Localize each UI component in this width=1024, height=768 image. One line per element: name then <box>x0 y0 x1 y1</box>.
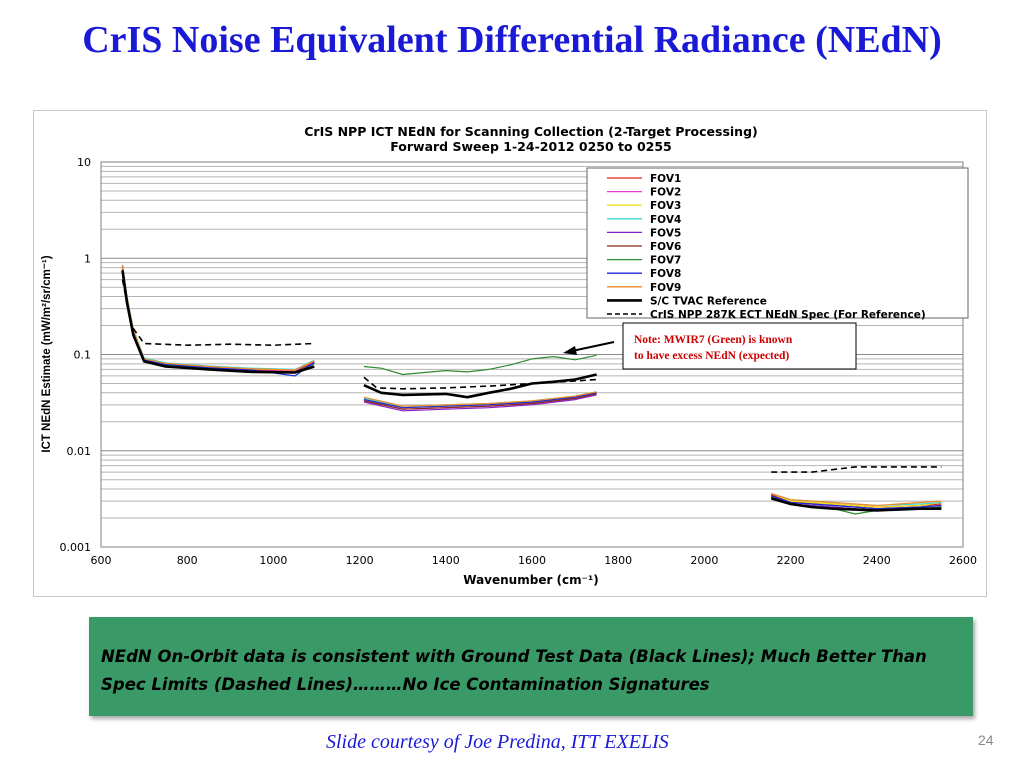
annotation-line2: to have excess NEdN (expected) <box>634 350 790 362</box>
annotation-arrowhead <box>563 346 577 355</box>
series-line-fov6-lwir <box>123 268 315 372</box>
series-line-cris-npp-287k-ect-nedn-spec-for-reference--lwir <box>123 280 315 346</box>
annotation-box <box>623 323 856 369</box>
x-tick-label: 2400 <box>862 554 891 567</box>
legend-label: FOV1 <box>650 173 682 185</box>
x-tick-label: 1600 <box>518 554 546 567</box>
y-tick-label: 1 <box>84 252 91 266</box>
x-tick-label: 1000 <box>259 554 288 567</box>
x-axis-label: Wavenumber (cm⁻¹) <box>463 573 599 587</box>
series-line-s-c-tvac-reference-lwir <box>123 270 315 372</box>
x-tick-label: 600 <box>90 554 112 567</box>
annotation-line1: Note: MWIR7 (Green) is known <box>634 334 793 346</box>
series-line-cris-npp-287k-ect-nedn-spec-for-reference--swir <box>771 467 941 472</box>
y-tick-label: 0.1 <box>73 348 91 362</box>
y-tick-label: 0.001 <box>59 541 91 554</box>
legend <box>587 168 968 321</box>
callout-line-1: NEdN On-Orbit data is consistent with Ground Test Data (Black Lines); Much Better Than <box>101 647 927 666</box>
legend-label: S/C TVAC Reference <box>650 295 767 308</box>
annotation-arrow <box>572 342 614 351</box>
chart-frame <box>33 110 987 597</box>
x-tick-label: 1200 <box>345 554 374 567</box>
y-axis-label: ICT NEdN Estimate (mW/m²/sr/cm⁻¹) <box>41 255 53 453</box>
slide-credit: Slide courtesy of Joe Predina, ITT EXELIS <box>326 731 669 753</box>
x-tick-label: 800 <box>176 554 198 567</box>
y-tick-label: 10 <box>77 156 91 169</box>
x-tick-label: 2000 <box>690 554 719 567</box>
x-tick-label: 2200 <box>776 554 805 567</box>
series-line-fov2-lwir <box>123 268 315 372</box>
chart-subtitle: Forward Sweep 1-24-2012 0250 to 0255 <box>390 139 672 154</box>
legend-label: FOV5 <box>650 227 682 240</box>
legend-label: FOV6 <box>650 241 682 253</box>
series-line-fov7-mwir <box>364 355 597 374</box>
x-tick-label: 1400 <box>431 554 460 567</box>
y-tick-label: 0.01 <box>66 444 91 458</box>
nedn-chart <box>34 111 988 598</box>
legend-label: CrIS NPP 287K ECT NEdN Spec (For Reference) <box>650 309 926 321</box>
legend-label: FOV8 <box>650 268 682 281</box>
legend-box <box>587 168 968 318</box>
slide-title: CrIS Noise Equivalent Differential Radiance (NEdN) <box>82 19 942 61</box>
series-line-fov7-lwir <box>123 268 315 373</box>
callout-line-2: Spec Limits (Dashed Lines)………No Ice Contamination Signatures <box>101 675 710 694</box>
x-tick-label: 1800 <box>604 554 633 567</box>
legend-label: FOV3 <box>650 200 682 213</box>
chart-title: CrIS NPP ICT NEdN for Scanning Collection (2-Target Processing) <box>304 124 758 139</box>
series-line-fov4-lwir <box>123 266 315 370</box>
legend-label: FOV4 <box>650 213 682 226</box>
page-number: 24 <box>978 732 994 748</box>
series-line-fov5-lwir <box>123 269 315 373</box>
annotation <box>563 323 856 369</box>
legend-label: FOV7 <box>650 254 682 267</box>
legend-label: FOV9 <box>650 281 682 294</box>
summary-callout <box>89 617 973 716</box>
x-tick-label: 2600 <box>949 554 977 567</box>
legend-label: FOV2 <box>650 186 682 199</box>
